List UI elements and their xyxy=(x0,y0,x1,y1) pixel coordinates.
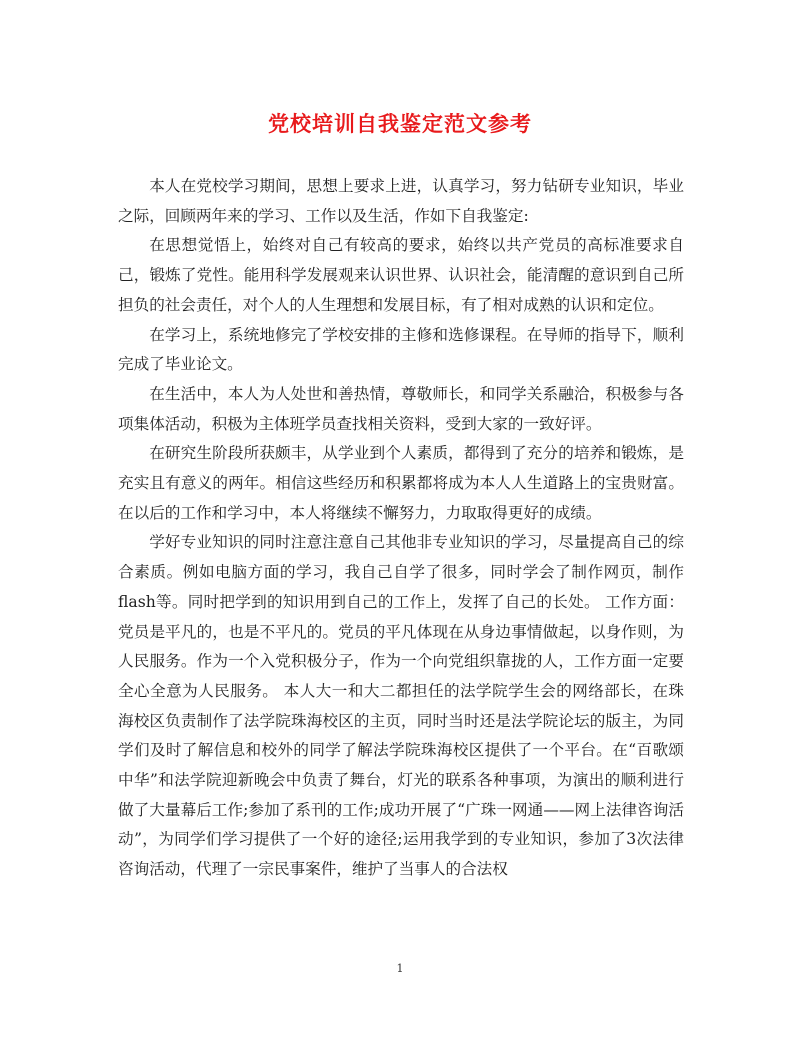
paragraph-study: 在学习上，系统地修完了学校安排的主修和选修课程。在导师的指导下，顺利完成了毕业论文。 xyxy=(118,325,684,374)
paragraph-ideology: 在思想觉悟上，始终对自己有较高的要求，始终以共产党员的高标准要求自己，锻炼了党性。能用科学发展观来认识世界、认识社会，能清醒的意识到自己所担负的社会责任，对个人的人生理想和发展目标，有了相对成熟的认识和定位。 xyxy=(118,236,684,314)
paragraph-life: 在生活中，本人为人处世和善热情，尊敬师长，和同学关系融洽，积极参与各项集体活动，积极为主体班学员查找相关资料，受到大家的一致好评。 xyxy=(118,384,684,433)
page-number: 1 xyxy=(396,962,404,975)
paragraph-intro: 本人在党校学习期间，思想上要求上进，认真学习，努力钻研专业知识，毕业之际，回顾两年来的学习、工作以及生活，作如下自我鉴定: xyxy=(118,177,684,225)
document-body xyxy=(118,172,684,885)
document-title: 党校培训自我鉴定范文参考 xyxy=(268,111,532,136)
paragraph-graduate: 在研究生阶段所获颇丰，从学业到个人素质，都得到了充分的培养和锻炼，是充实且有意义的两年。相信这些经历和积累都将成为本人人生道路上的宝贵财富。在以后的工作和学习中，本人将继续不懈努力，力取取得更好的成绩。 xyxy=(118,444,684,522)
paragraph-work: 学好专业知识的同时注意注意自己其他非专业知识的学习，尽量提高自己的综合素质。例如电脑方面的学习，我自己自学了很多，同时学会了制作网页，制作flash等。同时把学到的知识用到自己的工作上，发挥了自己的长处。 工作方面： 党员是平凡的，也是不平凡的。党员的平凡体现在从身边事情做起，以身作则，为人民服务。作为一个入党积极分子，作为一个向党组织靠拢的人，工作方面一定要全心全意为人民服务。 本人大一和大二都担任的法学院学生会的网络部长，在珠海校区负责制作了法学院珠海校区的主页，同时当时还是法学院论坛的版主，为同学们及时了解信息和校外的同学了解法学院珠海校区提供了一个平台。在“百歌颂中华”和法学院迎新晚会中负责了舞台，灯光的联系各种事项，为演出的顺利进行做了大量幕后工作;参加了系刊的工作;成功开展了“广珠一网通——网上法律咨询活动”，为同学们学习提供了一个好的途径;运用我学到的专业知识，参加了3次法律咨询活动，代理了一宗民事案件，维护了当事人的合法权 xyxy=(118,533,684,879)
